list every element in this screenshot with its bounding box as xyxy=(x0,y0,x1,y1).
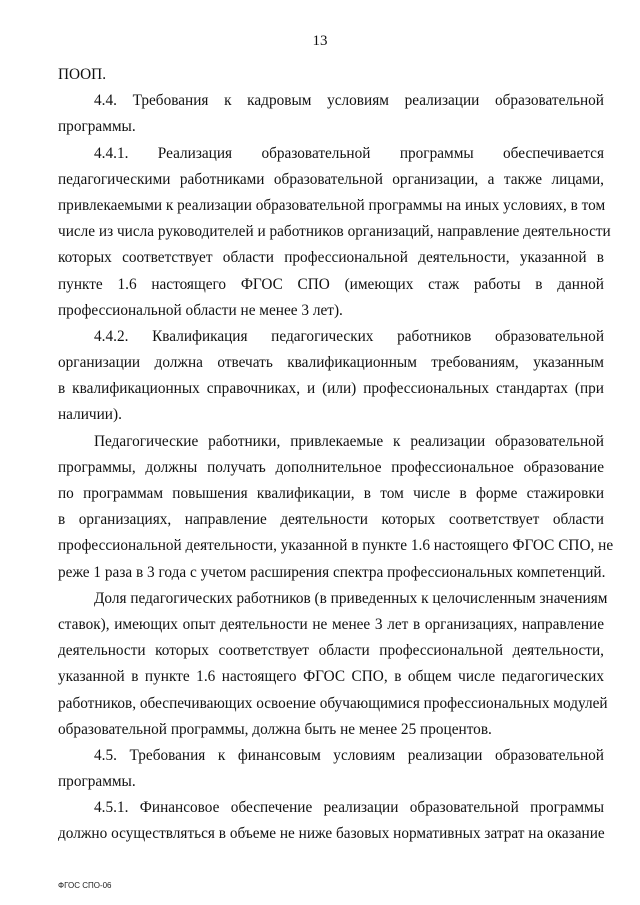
text-line: пункте 1.6 настоящего ФГОС СПО (имеющих стаж работы в данной xyxy=(58,275,604,293)
text-line: Педагогические работники, привлекаемые к реализации образовательной xyxy=(94,432,604,450)
text-line: наличии). xyxy=(58,406,122,424)
document-body xyxy=(58,62,614,848)
paragraph xyxy=(58,62,604,88)
text-line: по программам повышения квалификации, в том числе в форме стажировки xyxy=(58,485,604,502)
paragraph xyxy=(58,586,608,743)
text-line: ставок), имеющих опыт деятельности не менее 3 лет в организациях, направление xyxy=(58,615,604,633)
text-line: реже 1 раза в 3 года с учетом расширения спектра профессиональных компетенций. xyxy=(58,563,606,581)
text-line: педагогическими работниками образовательной организации, а также лицами, xyxy=(58,170,604,188)
section-heading-4-4 xyxy=(58,88,604,140)
text-line: 4.5. Требования к финансовым условиям реализации образовательной xyxy=(94,746,604,764)
text-line: образовательной программы, должна быть не менее 25 процентов. xyxy=(58,720,492,738)
text-line: деятельности которых соответствует области профессиональной деятельности, xyxy=(58,642,604,660)
text-line: 4.4.2. Квалификация педагогических работников образовательной xyxy=(94,327,604,345)
text-line: профессиональной области не менее 3 лет). xyxy=(58,301,343,319)
text-line: профессиональной деятельности, указанной в пункте 1.6 настоящего ФГОС СПО, не xyxy=(58,537,614,555)
text-line: которых соответствует области профессиональной деятельности, указанной в xyxy=(58,249,604,267)
text-line: 4.5.1. Финансовое обеспечение реализации образовательной программы xyxy=(94,799,604,817)
text-line: указанной в пункте 1.6 настоящего ФГОС СПО, в общем числе педагогических xyxy=(58,668,604,686)
footer-label: ФГОС СПО-06 xyxy=(58,881,112,890)
paragraph xyxy=(58,429,614,586)
text-line: работников, обеспечивающих освоение обучающимися профессиональных модулей xyxy=(58,694,608,712)
text-line: должно осуществляться в объеме не ниже базовых нормативных затрат на оказание xyxy=(58,825,605,843)
text-line: программы. xyxy=(58,118,136,136)
text-line: в квалификационных справочниках, и (или) профессиональных стандартах (при xyxy=(58,380,604,398)
text-line: ПООП. xyxy=(58,66,107,83)
text-line: в организациях, направление деятельности которых соответствует области xyxy=(58,511,604,529)
text-line: числе из числа руководителей и работников организаций, направление деятельности xyxy=(58,223,611,241)
section-heading-4-5 xyxy=(58,743,604,795)
text-line: программы. xyxy=(58,773,136,791)
paragraph-4-4-1 xyxy=(58,141,611,324)
text-line: 4.4.1. Реализация образовательной программы обеспечивается xyxy=(94,144,604,162)
paragraph-4-4-2 xyxy=(58,324,604,429)
page-number: 13 xyxy=(312,33,328,49)
text-line: организации должна отвечать квалификационным требованиям, указанным xyxy=(58,354,604,372)
text-line: Доля педагогических работников (в приведенных к целочисленным значениям xyxy=(94,589,608,607)
text-line: привлекаемыми к реализации образовательной программы на иных условиях, в том xyxy=(58,196,606,214)
paragraph-4-5-1 xyxy=(58,795,604,847)
text-line: программы, должны получать дополнительное профессиональное образование xyxy=(58,458,604,476)
text-line: 4.4. Требования к кадровым условиям реализации образовательной xyxy=(94,92,604,110)
